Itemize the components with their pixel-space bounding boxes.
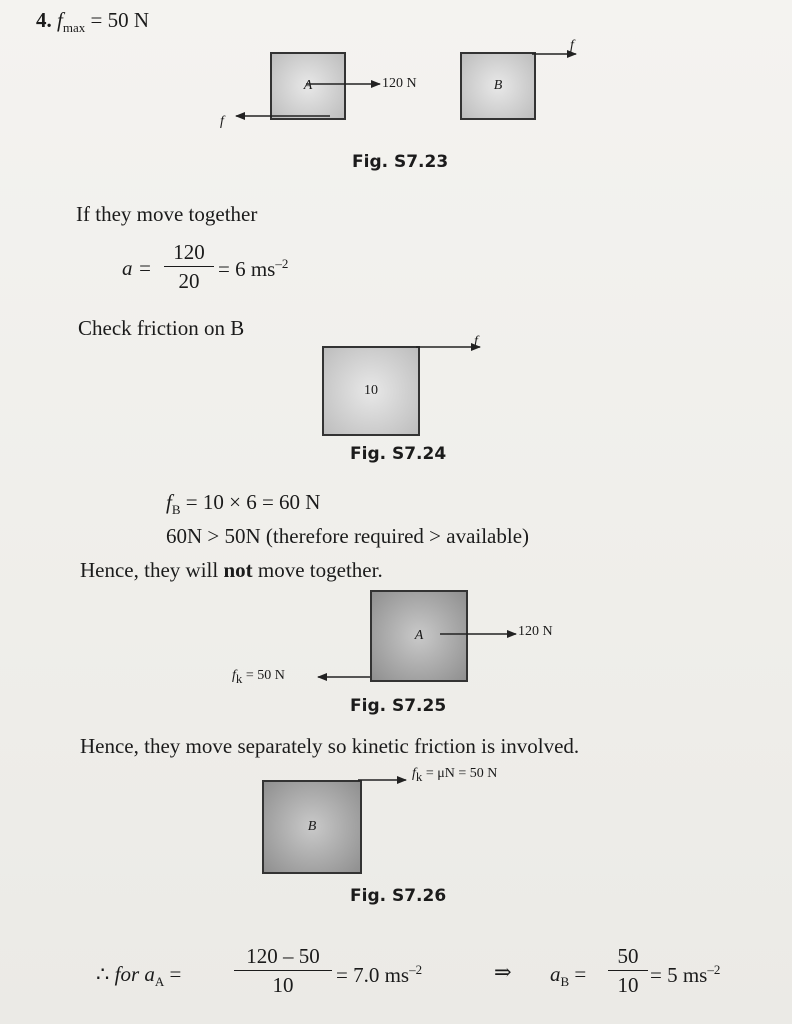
final-denominator-b: 10 [617,973,639,997]
aa-symbol: a [144,962,155,986]
fig23-caption: Fig. S7.23 [352,152,449,172]
final-result-a-exponent: –2 [409,962,423,977]
fig25-fk-symbol: f [232,668,236,683]
fig26-fk-symbol: f [412,766,416,781]
hence-post: move together. [252,558,383,582]
final-numerator-b: 50 [617,944,639,968]
fig24-friction-label: f [474,334,478,349]
fig25-block-a-label: A [414,628,424,643]
fig24-caption: Fig. S7.24 [350,444,447,464]
fig23-block-b-label: B [493,78,503,93]
fig26-fk-subscript: k [415,768,423,784]
check-heading: Check friction on B [78,316,245,340]
ab-subscript: B [560,974,570,990]
final-result-a-value: = 7.0 ms [336,963,410,987]
fmax-value: = 50 N [90,8,149,32]
fig23-block-a-label: A [303,78,313,93]
together-result-exponent: –2 [275,256,289,271]
fig23-friction-a-label: f [220,114,224,129]
together-a-lhs: a = [122,256,152,280]
fig24-mass-label: 10 [364,383,378,398]
together-heading: If they move together [76,202,258,226]
final-denominator-a: 10 [272,973,294,997]
fb-symbol: f [166,490,172,514]
aa-equals: = [169,962,182,986]
final-numerator-a: 120 – 50 [246,944,320,968]
hence-pre: Hence, they will [80,558,224,582]
ab-symbol: a [550,962,561,986]
fig26-caption: Fig. S7.26 [350,886,447,906]
for-word: for [114,962,140,986]
fb-subscript: B [171,502,181,518]
fig26-fk-value: = μN = 50 N [422,766,498,781]
together-result-value: = 6 ms [218,257,276,281]
problem-number: 4. [36,8,52,32]
therefore-symbol: ∴ [96,962,110,986]
fig25-caption: Fig. S7.25 [350,696,447,716]
fig25-fk-subscript: k [235,670,243,686]
fmax-subscript: max [62,20,86,36]
hence-bold: not [223,558,253,582]
fig26-block-b-label: B [307,819,317,834]
fmax-symbol: f [57,8,63,32]
final-result-b-value: = 5 ms [650,963,708,987]
fig23-force-label: 120 N [382,76,417,91]
fig25-fk-value: = 50 N [242,668,285,683]
ab-equals: = [574,962,587,986]
fig23-friction-b-label: f [570,38,574,53]
implies-symbol: ⇒ [494,960,512,984]
comparison-text: 60N > 50N (therefore required > available) [166,524,530,548]
fb-value: = 10 × 6 = 60 N [185,490,321,514]
hence-separately: Hence, they move separately so kinetic friction is involved. [80,734,580,758]
together-denominator: 20 [178,269,200,293]
together-numerator: 120 [173,240,205,264]
aa-subscript: A [154,974,165,990]
final-result-b-exponent: –2 [707,962,721,977]
fig25-force-label: 120 N [518,624,553,639]
